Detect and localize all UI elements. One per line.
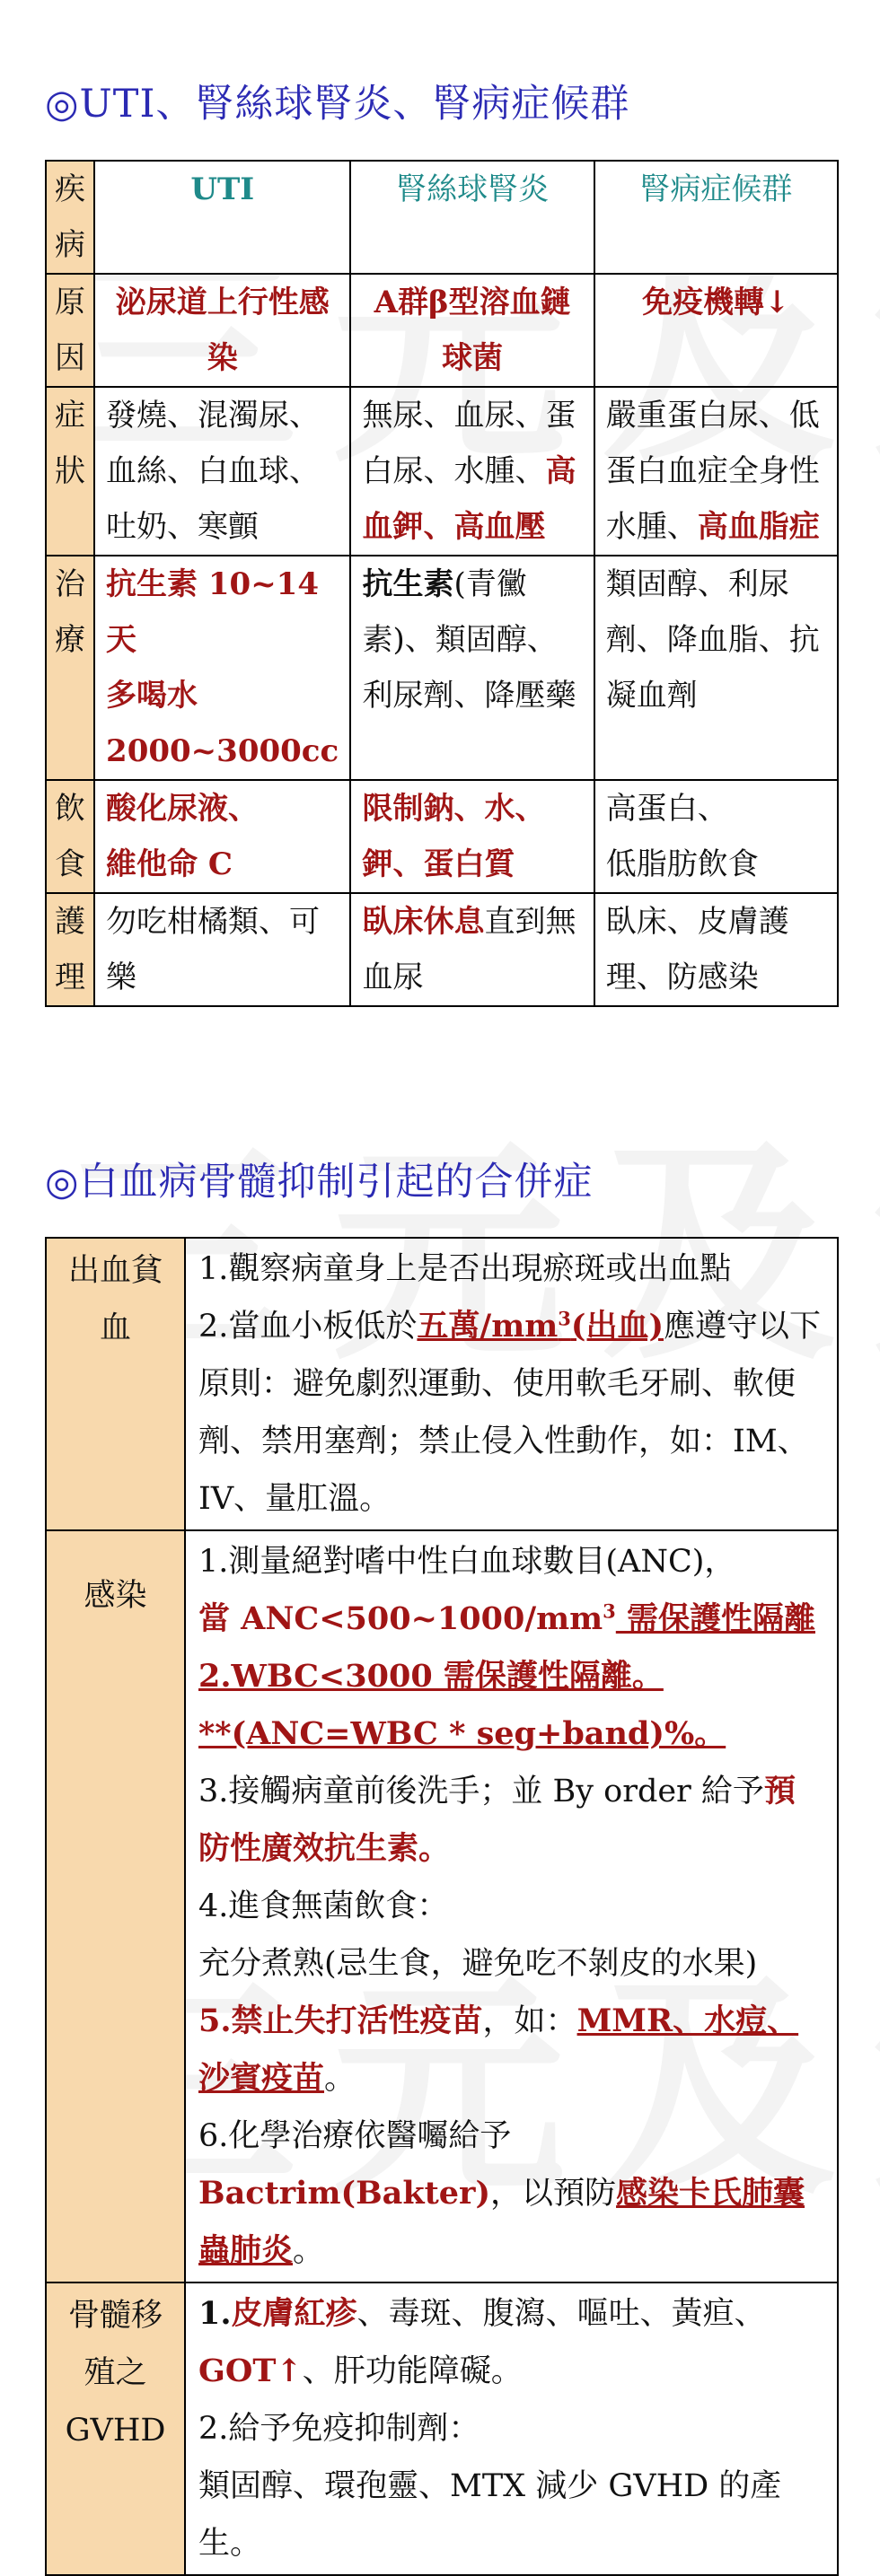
gvhd-item-1-text: 、毒斑、腹瀉、嘔吐、黃疸、	[356, 2296, 766, 2332]
cell-ns-care: 臥床、皮膚護理、防感染	[594, 893, 838, 1006]
cell-uti-symptom: 發燒、混濁尿、血絲、白血球、吐奶、寒顫	[94, 387, 350, 556]
vaccine-list: MMR、水痘、沙賓疫苗	[198, 2002, 799, 2097]
cell-gn-diet: 限制鈉、水、鉀、蛋白質	[350, 780, 594, 893]
platelet-threshold-sup: 3	[558, 1307, 571, 1330]
infection-item-2	[198, 1648, 824, 1705]
gn-care-red: 臥床休息	[362, 904, 485, 940]
bactrim-drug: Bactrim(Bakter)	[198, 2175, 491, 2212]
infection-item-6-text2: ，以預防	[490, 2176, 617, 2212]
row-label-gvhd: 骨髓移殖之GVHD	[46, 2282, 185, 2575]
bleeding-item-2	[198, 1298, 824, 1528]
skin-rash: 皮膚紅疹	[231, 2295, 357, 2332]
anc-formula: **(ANC=WBC * seg+band)%。	[198, 1715, 726, 1752]
gvhd-item-1	[198, 2285, 824, 2400]
ns-symptom-red: 高血脂症	[697, 509, 820, 545]
bleeding-item-2-text: 2.當血小板低於	[198, 1309, 418, 1345]
infection-item-4-detail: 充分煮熟(忌生食，避免吃不剝皮的水果)	[198, 1946, 758, 1982]
header-gn: 腎絲球腎炎	[350, 161, 594, 274]
header-uti: UTI	[94, 161, 350, 274]
gvhd-item-2: 2.給予免疫抑制劑：	[198, 2411, 480, 2447]
uti-diet-line2: 維他命 C	[106, 846, 233, 882]
bleeding-item-2-rest: 應遵守以下原則：避免劇烈運動、使用軟毛牙刷、軟便劑、禁用塞劑；禁止侵入性動作，如：IM、IV、量肛溫。	[198, 1309, 822, 1517]
gn-symptom-red: 高血鉀、高血壓	[362, 453, 576, 545]
infection-item-5-end: 。	[324, 2061, 356, 2097]
row-label-bleeding: 出血貧血	[46, 1238, 185, 1530]
row-label-cause: 原因	[46, 274, 94, 387]
infection-item-1: 1.測量絕對嗜中性白血球數目(ANC)，	[198, 1544, 736, 1580]
row-label-treatment: 治療	[46, 556, 94, 780]
cell-gvhd	[185, 2282, 838, 2575]
platelet-threshold-note: (出血)	[570, 1308, 664, 1345]
infection-item-3-text: 3.接觸病童前後洗手；並 By order 給予	[198, 1774, 764, 1809]
gn-care-rest: 直到無血尿	[362, 904, 576, 995]
ns-symptom-plain: 嚴重蛋白尿、低蛋白血症全身性水腫、	[605, 398, 820, 545]
platelet-threshold-value: 五萬/mm	[417, 1308, 559, 1345]
wbc-isolation: 2.WBC<3000 需保護性隔離。	[198, 1658, 664, 1695]
infection-item-5	[198, 1993, 824, 2107]
anc-threshold: 當 ANC<500~1000/mm	[198, 1600, 603, 1637]
gvhd-item-1-rest: 、肝功能障礙。	[302, 2353, 523, 2389]
gn-symptom-plain: 無尿、血尿、蛋白尿、水腫、	[362, 398, 576, 489]
cell-uti-care: 勿吃柑橘類、可樂	[94, 893, 350, 1006]
cell-ns-diet	[594, 780, 838, 893]
row-label-care: 護理	[46, 893, 94, 1006]
gvhd-item-2-detail: 類固醇、環孢靈、MTX 減少 GVHD 的產生。	[198, 2468, 782, 2562]
cell-gn-cause: A群β型溶血鏈球菌	[350, 274, 594, 387]
prophylactic-antibiotic: 預防性廣效抗生素。	[198, 1773, 796, 1867]
gn-treatment-bold: 抗生素	[362, 566, 454, 602]
anc-threshold-sup: 3	[603, 1599, 616, 1623]
uti-treatment-line1: 抗生素 10~14天	[106, 566, 320, 658]
uti-comparison-table	[45, 160, 839, 1007]
section2-title: ◎白血病骨髓抑制引起的合併症	[45, 1160, 594, 1205]
gn-treatment-rest: (青黴素)、類固醇、利尿劑、降壓藥	[362, 566, 576, 714]
uti-treatment-line3: 2000~3000cc	[106, 733, 339, 769]
row-label-infection: 感染	[46, 1530, 185, 2282]
infection-item-anc	[198, 1590, 824, 1648]
cell-ns-cause: 免疫機轉↓	[594, 274, 838, 387]
ns-diet-line2: 低脂肪飲食	[605, 846, 759, 882]
uti-diet-line1: 酸化尿液、	[106, 791, 260, 827]
infection-formula	[198, 1705, 824, 1763]
row-label-diet: 飲食	[46, 780, 94, 893]
cell-uti-cause: 泌尿道上行性感染	[94, 274, 350, 387]
cell-infection	[185, 1530, 838, 2282]
header-ns: 腎病症候群	[594, 161, 838, 274]
got-elevated: GOT↑	[198, 2353, 303, 2389]
cell-ns-symptom	[594, 387, 838, 556]
anc-isolation: 需保護性隔離	[615, 1600, 815, 1637]
no-live-vaccine: 5.禁止失打活性疫苗	[198, 2002, 483, 2039]
infection-item-5-text: ，如：	[482, 2003, 577, 2039]
leukemia-complications-table	[45, 1237, 839, 2576]
cell-bleeding	[185, 1238, 838, 1530]
gvhd-item-1-num: 1.	[198, 2295, 232, 2332]
cell-gn-treatment	[350, 556, 594, 780]
row-label-symptom: 症狀	[46, 387, 94, 556]
infection-item-6-end: 。	[293, 2233, 325, 2269]
pcp-prevention: 感染卡氏肺囊蟲肺炎	[198, 2175, 805, 2269]
platelet-threshold	[417, 1308, 664, 1345]
cell-gn-symptom	[350, 387, 594, 556]
uti-treatment-line2: 多喝水	[106, 678, 198, 714]
cell-gn-care	[350, 893, 594, 1006]
infection-item-3	[198, 1763, 824, 1878]
cell-uti-treatment	[94, 556, 350, 780]
header-disease: 疾病	[46, 161, 94, 274]
bleeding-item-1: 1.觀察病童身上是否出現瘀斑或出血點	[198, 1251, 732, 1287]
cell-uti-diet	[94, 780, 350, 893]
infection-item-4: 4.進食無菌飲食：	[198, 1888, 449, 1924]
section1-title: ◎UTI、腎絲球腎炎、腎病症候群	[45, 82, 630, 127]
infection-item-6	[198, 2107, 824, 2280]
cell-ns-treatment: 類固醇、利尿劑、降血脂、抗凝血劑	[594, 556, 838, 780]
ns-diet-line1: 高蛋白、	[605, 791, 728, 827]
infection-item-6-text: 6.化學治療依醫囑給予	[198, 2118, 512, 2154]
